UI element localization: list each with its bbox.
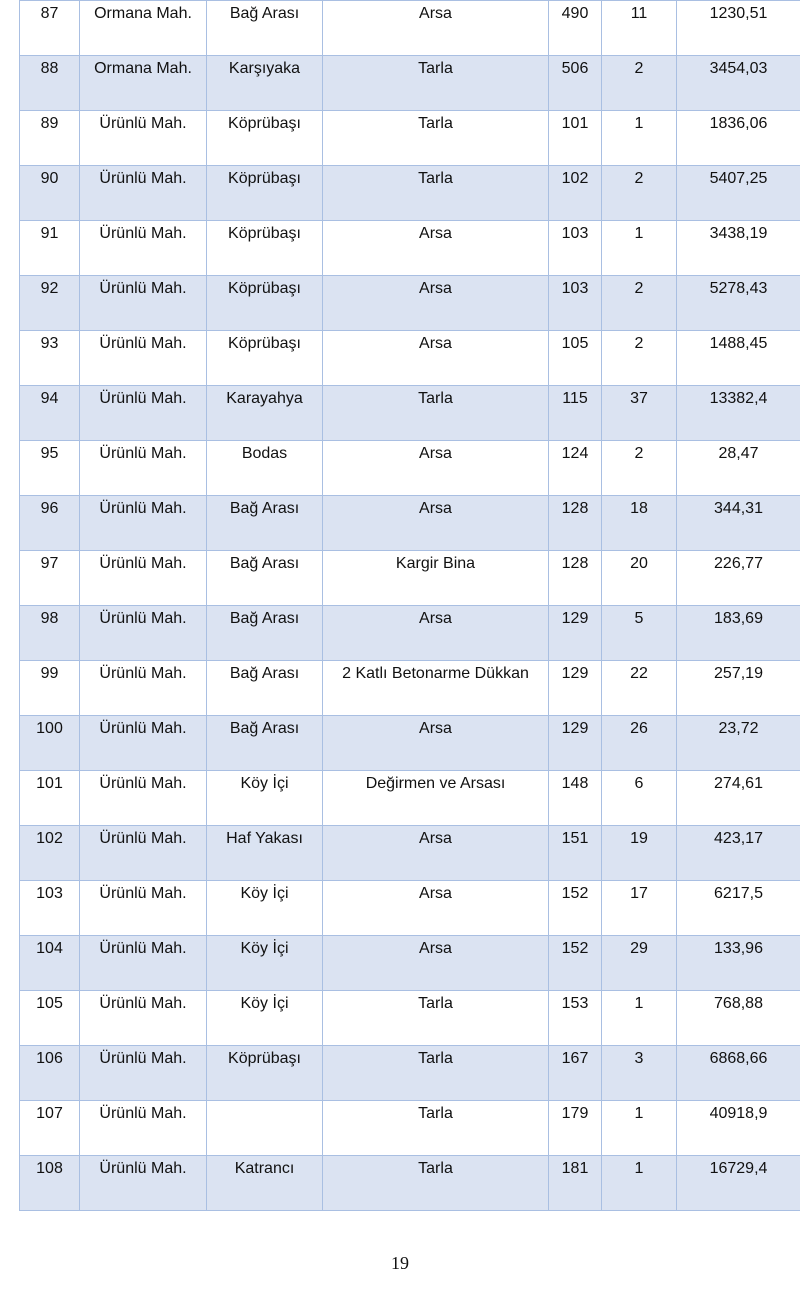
area-cell: 226,77 bbox=[677, 551, 800, 606]
parcel-cell: 22 bbox=[602, 661, 677, 716]
locality-cell: Köprübaşı bbox=[207, 221, 323, 276]
row-number-cell: 98 bbox=[20, 606, 80, 661]
locality-cell: Bağ Arası bbox=[207, 496, 323, 551]
row-number-cell: 95 bbox=[20, 441, 80, 496]
type-cell: Arsa bbox=[323, 716, 549, 771]
block-cell: 103 bbox=[549, 221, 602, 276]
table-row bbox=[20, 936, 800, 991]
row-number-cell: 106 bbox=[20, 1046, 80, 1101]
table-row bbox=[20, 1156, 800, 1211]
table-row bbox=[20, 1101, 800, 1156]
neighborhood-cell: Ormana Mah. bbox=[80, 1, 207, 56]
type-cell: Arsa bbox=[323, 441, 549, 496]
area-cell: 40918,9 bbox=[677, 1101, 800, 1156]
area-cell: 3454,03 bbox=[677, 56, 800, 111]
table-row bbox=[20, 771, 800, 826]
neighborhood-cell: Ürünlü Mah. bbox=[80, 331, 207, 386]
area-cell: 6217,5 bbox=[677, 881, 800, 936]
block-cell: 124 bbox=[549, 441, 602, 496]
parcel-cell: 1 bbox=[602, 1156, 677, 1211]
parcel-cell: 1 bbox=[602, 221, 677, 276]
type-cell: Arsa bbox=[323, 276, 549, 331]
locality-cell: Köprübaşı bbox=[207, 1046, 323, 1101]
type-cell: Tarla bbox=[323, 111, 549, 166]
row-number-cell: 104 bbox=[20, 936, 80, 991]
block-cell: 103 bbox=[549, 276, 602, 331]
neighborhood-cell: Ürünlü Mah. bbox=[80, 551, 207, 606]
parcel-cell: 18 bbox=[602, 496, 677, 551]
area-cell: 1230,51 bbox=[677, 1, 800, 56]
area-cell: 183,69 bbox=[677, 606, 800, 661]
table-row bbox=[20, 496, 800, 551]
neighborhood-cell: Ürünlü Mah. bbox=[80, 496, 207, 551]
table-row bbox=[20, 991, 800, 1046]
parcel-cell: 2 bbox=[602, 166, 677, 221]
area-cell: 133,96 bbox=[677, 936, 800, 991]
row-number-cell: 107 bbox=[20, 1101, 80, 1156]
area-cell: 13382,4 bbox=[677, 386, 800, 441]
parcel-cell: 19 bbox=[602, 826, 677, 881]
type-cell: Tarla bbox=[323, 991, 549, 1046]
row-number-cell: 96 bbox=[20, 496, 80, 551]
parcel-cell: 17 bbox=[602, 881, 677, 936]
block-cell: 506 bbox=[549, 56, 602, 111]
block-cell: 151 bbox=[549, 826, 602, 881]
row-number-cell: 100 bbox=[20, 716, 80, 771]
area-cell: 3438,19 bbox=[677, 221, 800, 276]
area-cell: 768,88 bbox=[677, 991, 800, 1046]
neighborhood-cell: Ürünlü Mah. bbox=[80, 111, 207, 166]
parcel-cell: 26 bbox=[602, 716, 677, 771]
area-cell: 6868,66 bbox=[677, 1046, 800, 1101]
locality-cell: Köy İçi bbox=[207, 881, 323, 936]
neighborhood-cell: Ürünlü Mah. bbox=[80, 991, 207, 1046]
area-cell: 1488,45 bbox=[677, 331, 800, 386]
locality-cell: Bağ Arası bbox=[207, 661, 323, 716]
locality-cell: Köprübaşı bbox=[207, 166, 323, 221]
neighborhood-cell: Ürünlü Mah. bbox=[80, 716, 207, 771]
type-cell: Arsa bbox=[323, 221, 549, 276]
area-cell: 274,61 bbox=[677, 771, 800, 826]
type-cell: Değirmen ve Arsası bbox=[323, 771, 549, 826]
page-number: 19 bbox=[391, 1253, 409, 1273]
locality-cell: Köprübaşı bbox=[207, 331, 323, 386]
parcel-cell: 29 bbox=[602, 936, 677, 991]
locality-cell: Bağ Arası bbox=[207, 606, 323, 661]
locality-cell: Köprübaşı bbox=[207, 276, 323, 331]
block-cell: 181 bbox=[549, 1156, 602, 1211]
parcel-table bbox=[19, 0, 800, 1211]
type-cell: 2 Katlı Betonarme Dükkan bbox=[323, 661, 549, 716]
table-row bbox=[20, 276, 800, 331]
type-cell: Tarla bbox=[323, 56, 549, 111]
row-number-cell: 87 bbox=[20, 1, 80, 56]
parcel-cell: 1 bbox=[602, 991, 677, 1046]
parcel-cell: 20 bbox=[602, 551, 677, 606]
neighborhood-cell: Ürünlü Mah. bbox=[80, 936, 207, 991]
area-cell: 5407,25 bbox=[677, 166, 800, 221]
block-cell: 152 bbox=[549, 936, 602, 991]
parcel-cell: 1 bbox=[602, 1101, 677, 1156]
neighborhood-cell: Ürünlü Mah. bbox=[80, 771, 207, 826]
parcel-cell: 2 bbox=[602, 331, 677, 386]
block-cell: 128 bbox=[549, 551, 602, 606]
block-cell: 129 bbox=[549, 661, 602, 716]
type-cell: Tarla bbox=[323, 1101, 549, 1156]
neighborhood-cell: Ürünlü Mah. bbox=[80, 166, 207, 221]
parcel-cell: 5 bbox=[602, 606, 677, 661]
type-cell: Arsa bbox=[323, 606, 549, 661]
type-cell: Tarla bbox=[323, 166, 549, 221]
table-row bbox=[20, 331, 800, 386]
row-number-cell: 90 bbox=[20, 166, 80, 221]
neighborhood-cell: Ürünlü Mah. bbox=[80, 606, 207, 661]
row-number-cell: 101 bbox=[20, 771, 80, 826]
row-number-cell: 93 bbox=[20, 331, 80, 386]
parcel-cell: 1 bbox=[602, 111, 677, 166]
neighborhood-cell: Ürünlü Mah. bbox=[80, 826, 207, 881]
parcel-cell: 3 bbox=[602, 1046, 677, 1101]
type-cell: Arsa bbox=[323, 1, 549, 56]
table-row bbox=[20, 111, 800, 166]
parcel-cell: 2 bbox=[602, 56, 677, 111]
table-row bbox=[20, 716, 800, 771]
locality-cell: Köy İçi bbox=[207, 991, 323, 1046]
neighborhood-cell: Ürünlü Mah. bbox=[80, 221, 207, 276]
parcel-cell: 37 bbox=[602, 386, 677, 441]
row-number-cell: 108 bbox=[20, 1156, 80, 1211]
row-number-cell: 105 bbox=[20, 991, 80, 1046]
type-cell: Tarla bbox=[323, 1046, 549, 1101]
table-row bbox=[20, 1, 800, 56]
type-cell: Kargir Bina bbox=[323, 551, 549, 606]
parcel-cell: 2 bbox=[602, 276, 677, 331]
locality-cell: Bağ Arası bbox=[207, 1, 323, 56]
locality-cell: Karşıyaka bbox=[207, 56, 323, 111]
block-cell: 129 bbox=[549, 716, 602, 771]
type-cell: Tarla bbox=[323, 1156, 549, 1211]
type-cell: Arsa bbox=[323, 936, 549, 991]
neighborhood-cell: Ürünlü Mah. bbox=[80, 386, 207, 441]
table-row bbox=[20, 551, 800, 606]
locality-cell: Bodas bbox=[207, 441, 323, 496]
area-cell: 16729,4 bbox=[677, 1156, 800, 1211]
block-cell: 129 bbox=[549, 606, 602, 661]
area-cell: 23,72 bbox=[677, 716, 800, 771]
table-row bbox=[20, 881, 800, 936]
parcel-cell: 2 bbox=[602, 441, 677, 496]
block-cell: 490 bbox=[549, 1, 602, 56]
block-cell: 152 bbox=[549, 881, 602, 936]
block-cell: 101 bbox=[549, 111, 602, 166]
block-cell: 128 bbox=[549, 496, 602, 551]
block-cell: 115 bbox=[549, 386, 602, 441]
row-number-cell: 89 bbox=[20, 111, 80, 166]
block-cell: 179 bbox=[549, 1101, 602, 1156]
neighborhood-cell: Ürünlü Mah. bbox=[80, 1101, 207, 1156]
row-number-cell: 102 bbox=[20, 826, 80, 881]
area-cell: 344,31 bbox=[677, 496, 800, 551]
locality-cell: Haf Yakası bbox=[207, 826, 323, 881]
row-number-cell: 94 bbox=[20, 386, 80, 441]
table-row bbox=[20, 386, 800, 441]
row-number-cell: 92 bbox=[20, 276, 80, 331]
block-cell: 148 bbox=[549, 771, 602, 826]
table-row bbox=[20, 661, 800, 716]
type-cell: Tarla bbox=[323, 386, 549, 441]
table-row bbox=[20, 166, 800, 221]
locality-cell: Katrancı bbox=[207, 1156, 323, 1211]
row-number-cell: 97 bbox=[20, 551, 80, 606]
neighborhood-cell: Ürünlü Mah. bbox=[80, 881, 207, 936]
area-cell: 423,17 bbox=[677, 826, 800, 881]
neighborhood-cell: Ürünlü Mah. bbox=[80, 661, 207, 716]
block-cell: 105 bbox=[549, 331, 602, 386]
block-cell: 153 bbox=[549, 991, 602, 1046]
table-row bbox=[20, 826, 800, 881]
table-row bbox=[20, 56, 800, 111]
neighborhood-cell: Ürünlü Mah. bbox=[80, 1046, 207, 1101]
locality-cell: Köprübaşı bbox=[207, 111, 323, 166]
parcel-cell: 6 bbox=[602, 771, 677, 826]
block-cell: 167 bbox=[549, 1046, 602, 1101]
row-number-cell: 99 bbox=[20, 661, 80, 716]
parcel-cell: 11 bbox=[602, 1, 677, 56]
table-row bbox=[20, 606, 800, 661]
area-cell: 28,47 bbox=[677, 441, 800, 496]
locality-cell: Bağ Arası bbox=[207, 716, 323, 771]
row-number-cell: 103 bbox=[20, 881, 80, 936]
block-cell: 102 bbox=[549, 166, 602, 221]
area-cell: 257,19 bbox=[677, 661, 800, 716]
row-number-cell: 91 bbox=[20, 221, 80, 276]
table-row bbox=[20, 441, 800, 496]
type-cell: Arsa bbox=[323, 826, 549, 881]
locality-cell: Bağ Arası bbox=[207, 551, 323, 606]
neighborhood-cell: Ürünlü Mah. bbox=[80, 276, 207, 331]
area-cell: 5278,43 bbox=[677, 276, 800, 331]
locality-cell: Karayahya bbox=[207, 386, 323, 441]
type-cell: Arsa bbox=[323, 881, 549, 936]
locality-cell: Köy İçi bbox=[207, 771, 323, 826]
table-row bbox=[20, 221, 800, 276]
locality-cell bbox=[207, 1101, 323, 1156]
neighborhood-cell: Ürünlü Mah. bbox=[80, 441, 207, 496]
type-cell: Arsa bbox=[323, 331, 549, 386]
neighborhood-cell: Ormana Mah. bbox=[80, 56, 207, 111]
table-row bbox=[20, 1046, 800, 1101]
parcel-table-body bbox=[20, 1, 800, 1211]
area-cell: 1836,06 bbox=[677, 111, 800, 166]
row-number-cell: 88 bbox=[20, 56, 80, 111]
locality-cell: Köy İçi bbox=[207, 936, 323, 991]
type-cell: Arsa bbox=[323, 496, 549, 551]
neighborhood-cell: Ürünlü Mah. bbox=[80, 1156, 207, 1211]
